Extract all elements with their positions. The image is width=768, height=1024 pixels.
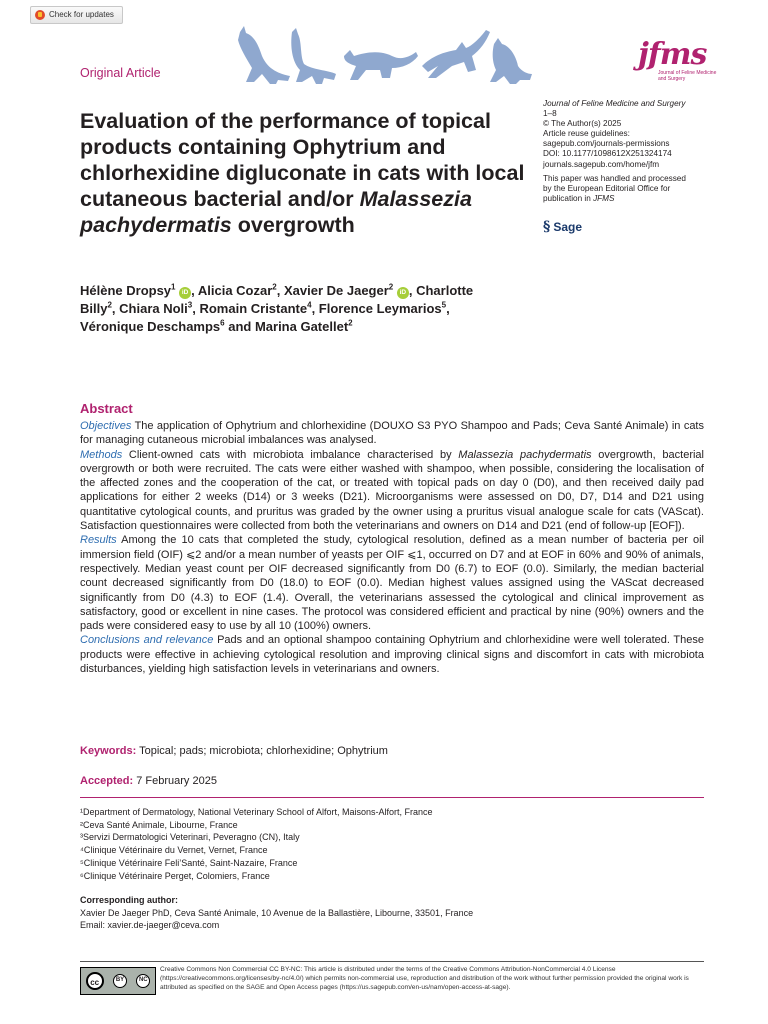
reuse-guidelines: Article reuse guidelines: xyxy=(543,129,630,139)
cat-silhouette-3 xyxy=(344,50,418,80)
affiliation-item: ²Ceva Santé Animale, Libourne, France xyxy=(80,819,238,830)
author-name: Alicia Cozar xyxy=(197,283,273,298)
journal-name: Journal of Feline Medicine and Surgery xyxy=(543,99,686,108)
author-name: Marina Gatellet xyxy=(254,319,349,334)
author-list xyxy=(80,282,500,336)
affiliation-item: ⁶Clinique Vétérinaire Perget, Colomiers, France xyxy=(80,870,270,881)
accepted-date: Accepted: 7 February 2025 xyxy=(80,775,217,787)
author-affiliation-number: 2 xyxy=(388,282,394,292)
author xyxy=(198,283,284,298)
abstract-methods: Methods Client-owned cats with microbiota imbalance characterised by Malassezia pachydermatis overgrowth, bacterial overgrowth or both were recruited. The cats were either washed with shampoo, when possible, considering the localisation of the affected zones and the cooperation of the cat, or treated with topical pads on day 0 (D0), and then received daily pad applications for either 2 weeks (D14) or 3 weeks (D21). Microorganisms were assessed on D0, D7, D14 and D21 using quantitative cytological counts, and pruritus was graded by the owner using a pruritus visual analogue scale for cats (VAScat). Satisfaction questionnaires were collected from both the veterinarians and owners on D14 and D21 (end of follow-up [EOF]). xyxy=(80,448,704,533)
author-affiliation-number: 6 xyxy=(220,318,225,328)
handled-note-line-2: by the European Editorial Office for xyxy=(543,183,671,193)
affiliation-item: ⁴Clinique Vétérinaire du Vernet, Vernet, France xyxy=(80,845,268,856)
author-separator: , xyxy=(191,283,198,298)
author-separator: , xyxy=(408,283,417,298)
affiliation-item: ³Servizi Dermatologici Veterinari, Peveragno (CN), Italy xyxy=(80,832,300,843)
abstract-results: Results Among the 10 cats that completed the study, cytological resolution, defined as a mean number of bacteria per oil immersion field (OIF) ⩽2 and/or a mean number of yeasts per OIF ⩽1, occurred on D7 and at EOF in 60% and 90% of animals, respectively. Median yeast count per OIF decreased significantly from D0 (6.7) to EOF (0.0). Similarly, the median bacterial count decreased significantly from D0 (18.0) to EOF (0.0). Median highest values assigned using the VAScat decreased significantly from D0 (4.3) to EOF (1.4). Overall, the veterinarians assessed the cytological and clinical improvement as satisfactory, good or excellent in nine cases. The protocol was considered efficient and practical by nine (90%) owners and the pads were considered easy to use by all 10 (100%) owners. xyxy=(80,534,704,633)
crossmark-icon xyxy=(35,10,45,20)
handled-journal: JFMS xyxy=(593,193,615,203)
cat-silhouettes-banner xyxy=(232,26,532,86)
author-affiliation-number: 3 xyxy=(187,300,193,310)
article-type: Original Article xyxy=(80,66,161,80)
author-name: Véronique Deschamps xyxy=(80,319,221,334)
orcid-icon[interactable]: iD xyxy=(397,287,409,299)
author-name: Florence Leymarios xyxy=(318,301,442,316)
corresponding-author-email[interactable]: Email: xavier.de-jaeger@ceva.com xyxy=(80,920,220,930)
section-divider xyxy=(80,797,704,798)
author xyxy=(199,301,318,316)
corresponding-author-address: Xavier De Jaeger PhD, Ceva Santé Animale, 10 Avenue de la Ballastière, Libourne, 33501, France xyxy=(80,907,474,918)
handled-note-line-3: publication in JFMS xyxy=(543,193,615,203)
author xyxy=(119,301,199,316)
article-title: Evaluation of the performance of topical products containing Ophytrium and chlorhexidine digluconate in cats with local cutaneous bacterial and/or Malassezia pachydermatis overgrowth xyxy=(80,109,525,237)
check-for-updates-button[interactable] xyxy=(30,6,123,24)
author-name: Hélène Dropsy xyxy=(80,283,172,298)
author-affiliation-number: 4 xyxy=(307,300,312,310)
sage-icon: § xyxy=(543,219,551,235)
cc-license-badge[interactable] xyxy=(80,967,156,995)
cat-silhouette-2 xyxy=(291,28,336,84)
check-for-updates-label: Check for updates xyxy=(49,10,114,19)
keywords: Keywords: Topical; pads; microbiota; chlorhexidine; Ophytrium xyxy=(80,745,388,757)
footer-divider xyxy=(80,961,704,962)
corresponding-author xyxy=(80,894,704,932)
abstract-conclusions: Conclusions and relevance Pads and an optional shampoo containing Ophytrium and chlorhexidine were well tolerated. These products were effective in achieving cytological resolution and improving clinical signs and discomfort in cats with microbiota disturbances, yielding high satisfaction levels in veterinarians and owners. xyxy=(80,634,704,676)
author-affiliation-number: 2 xyxy=(107,300,112,310)
author-separator: and xyxy=(224,319,255,334)
cc-icon: cc xyxy=(86,972,104,990)
journal-link[interactable]: journals.sagepub.com/home/jfm xyxy=(543,159,660,169)
orcid-icon[interactable]: iD xyxy=(179,287,191,299)
author-name: Xavier De Jaeger xyxy=(283,283,389,298)
license-text: Creative Commons Non Commercial CC BY-NC: This article is distributed under the terms of the Creative Commons Attribution-NonCommercial 4.0 License (https://creativecommons.org/licenses/by-nc/4.0/) which permits non-commercial use, reproduction and distribution of the work without further permission provided the original work is attributed as specified on the SAGE and Open Access pages (https://us.sagepub.com/en-us/nam/open-access-at-sage). xyxy=(160,966,689,991)
sage-logo xyxy=(543,219,582,235)
author-separator: , xyxy=(446,301,450,316)
author-affiliation-number: 2 xyxy=(272,282,277,292)
journal-logo xyxy=(632,37,717,86)
author-name: Charlotte Billy xyxy=(80,283,474,316)
author-affiliation-number: 5 xyxy=(441,300,447,310)
author-affiliation-number: 2 xyxy=(348,318,353,328)
publisher-name: Sage xyxy=(553,220,583,234)
author-separator: , xyxy=(311,301,319,316)
corresponding-author-heading: Corresponding author: xyxy=(80,895,178,905)
author-separator: , xyxy=(276,283,284,298)
author xyxy=(319,301,450,316)
abstract-heading: Abstract xyxy=(80,401,133,416)
handled-note-line-1: This paper was handled and processed xyxy=(543,173,686,183)
author xyxy=(255,319,353,334)
abstract-body xyxy=(80,419,704,676)
author xyxy=(80,283,198,298)
doi[interactable]: DOI: 10.1177/1098612X251324174 xyxy=(543,149,672,159)
cat-silhouette-4 xyxy=(422,30,490,78)
affiliations xyxy=(80,806,704,882)
cat-silhouette-1 xyxy=(238,26,290,84)
author xyxy=(80,319,255,334)
author-separator: , xyxy=(192,301,200,316)
permissions-link[interactable]: sagepub.com/journals-permissions xyxy=(543,139,670,149)
by-icon: BY xyxy=(113,974,127,988)
author xyxy=(284,283,416,298)
abstract-objectives: Objectives The application of Ophytrium and chlorhexidine (DOUXO S3 PYO Shampoo and Pads; Ceva Santé Animale) in cats for managing cutaneous microbial imbalances was analysed. xyxy=(80,420,704,447)
journal-logo-mark: jfms xyxy=(638,37,707,72)
copyright: © The Author(s) 2025 xyxy=(543,119,622,129)
affiliation-item: ⁵Clinique Vétérinaire Feli’Santé, Saint-Nazaire, France xyxy=(80,857,298,868)
author-name: Romain Cristante xyxy=(199,301,308,316)
page-range: 1–8 xyxy=(543,109,557,119)
journal-logo-subtitle: Journal of Feline Medicine and Surgery xyxy=(658,70,717,82)
author-name: Chiara Noli xyxy=(119,301,188,316)
nc-icon: NC xyxy=(136,974,150,988)
author-separator: , xyxy=(111,301,120,316)
author-affiliation-number: 1 xyxy=(171,282,176,292)
journal-info xyxy=(543,99,713,204)
affiliation-item: ¹Department of Dermatology, National Veterinary School of Alfort, Maisons-Alfort, France xyxy=(80,807,433,817)
cat-silhouette-5 xyxy=(490,38,532,84)
